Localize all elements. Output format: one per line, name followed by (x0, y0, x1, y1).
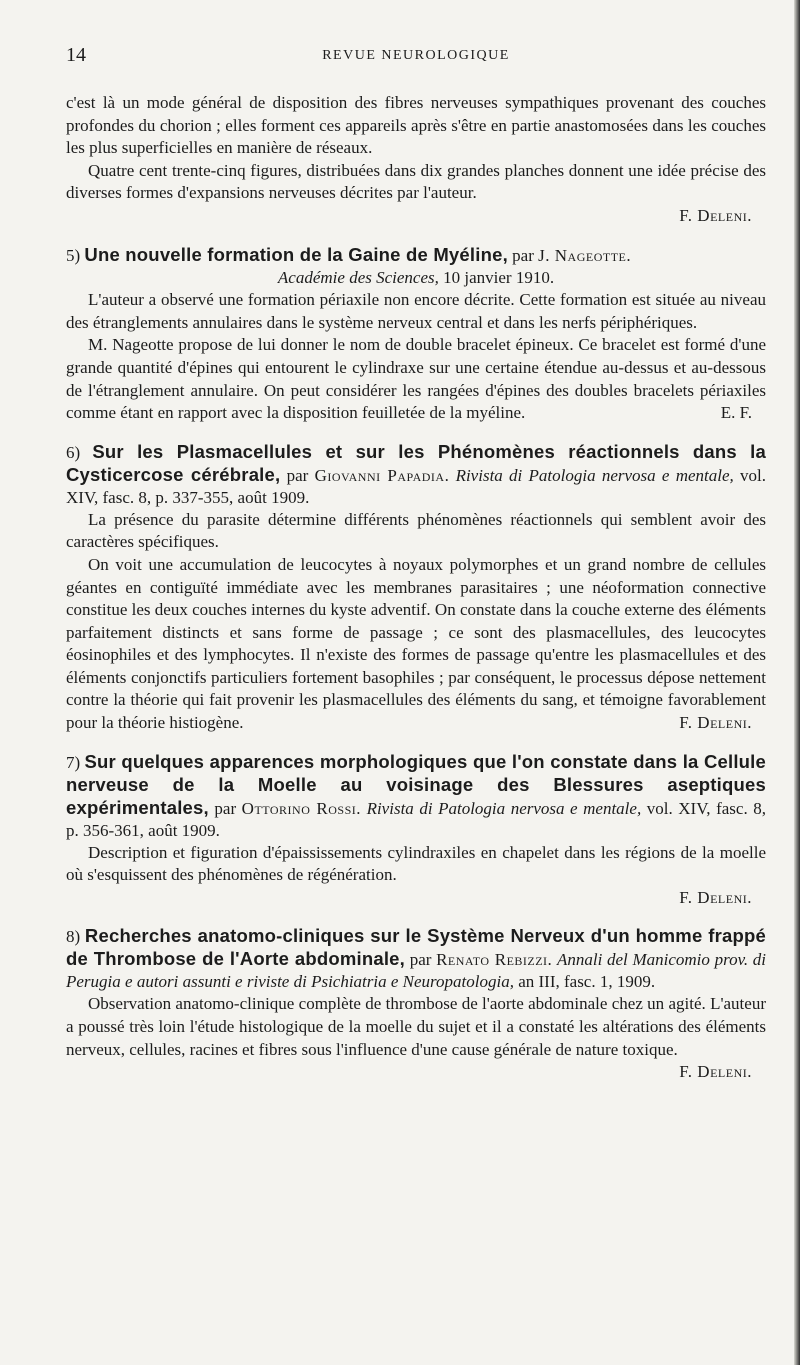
journal-title: REVUE NEUROLOGIQUE (322, 48, 510, 63)
entry-5-paragraph-1: L'auteur a observé une formation périaxile non encore décrite. Cette formation est située au niveau des étranglements annulaires dans le système nerveux central et dans les nerfs périphériques. (66, 290, 766, 332)
entry-7 (66, 751, 766, 910)
entry-number: 5) (66, 245, 81, 265)
entry-6-signature: F. Deleni. (679, 713, 752, 733)
entry-8-heading (66, 925, 766, 993)
entry-8 (66, 925, 767, 1082)
page-edge-shadow (794, 0, 800, 1365)
entry-number: 7) (66, 752, 81, 772)
intro-signature: F. Deleni. (679, 205, 752, 225)
entry-7-signature: F. Deleni. (679, 887, 752, 907)
entry-paragraph-text: M. Nageotte propose de lui donner le nom de double bracelet épineux. Ce bracelet est formé d'une grande quantité d'épines qui entourent le cylindraxe sur une certaine étendue au-dessus et au-dessous de l'étranglement annulaire. On peut considérer les rangées d'épines des doubles bracelets périaxiles comme étant en rapport avec la disposition feuilletée de la myéline. (66, 335, 766, 423)
entry-author: Giovanni Papadia. (314, 465, 450, 485)
entry-source: Annali del Manicomio prov. di Perugia e autori assunti e riviste di Psichiatria e Neuropatologia, (66, 950, 767, 992)
entry-date: 10 janvier 1910. (443, 267, 555, 287)
running-head (66, 44, 766, 70)
entry-title: Une nouvelle formation de la Gaine de Myéline, (84, 243, 508, 265)
entry-8-paragraph-1 (66, 993, 766, 1082)
entry-5-paragraph-2 (66, 334, 766, 424)
entry-author: Renato Rebizzi. (436, 950, 553, 970)
entry-8-signature: F. Deleni. (679, 1062, 752, 1082)
entry-author: Ottorino Rossi. (241, 798, 362, 818)
entry-5-signature: E. F. (720, 403, 752, 423)
entry-source: Académie des Sciences, (277, 267, 439, 287)
entry-by: par (409, 950, 432, 970)
page-number: 14 (66, 44, 86, 66)
entry-number: 8) (66, 927, 81, 947)
entry-by: par (512, 245, 534, 265)
entry-author: J. Nageotte. (538, 245, 632, 265)
entry-5 (66, 244, 766, 425)
entry-title: Sur quelques apparences morphologiques que l'on constate dans la Cellule nerveuse de la Moelle au voisinage des Blessures aseptiques expérimentales, (66, 750, 766, 818)
entry-details: vol. XIV, fasc. 8, p. 356-361, août 1909. (66, 798, 767, 840)
article-body (66, 92, 767, 1082)
entry-5-source (66, 267, 766, 290)
entry-7-paragraph-1: Description et figuration d'épaississements cylindraxiles en chapelet dans les régions de la moelle où s'esquissent des phénomènes de régénération. (66, 842, 766, 885)
entry-6-paragraph-2 (66, 554, 766, 735)
entry-title: Recherches anatomo-cliniques sur le Système Nerveux d'un homme frappé de Thrombose de l'Aorte abdominale, (66, 925, 766, 970)
entry-details: an III, fasc. 1, 1909. (518, 972, 656, 992)
entry-by: par (286, 465, 309, 485)
entry-7-heading (66, 751, 766, 842)
entry-title: Sur les Plasmacellules et sur les Phénomènes réactionnels dans la Cysticercose cérébrale, (66, 440, 767, 485)
intro-paragraph-2: Quatre cent trente-cinq figures, distribuées dans dix grandes planches donnent une idée précise des diverses formes d'expansions nerveuses décrites par l'auteur. (66, 160, 766, 203)
entry-paragraph-text: Observation anatomo-clinique complète de thrombose de l'aorte abdominale chez un agité. L'auteur a poussé très loin l'étude histologique de la moelle du sujet et il a constaté les altérations des éléments nerveux, cellules, racines et fibres sous l'influence d'une cause générale de nature toxique. (66, 994, 766, 1059)
entry-6 (66, 441, 766, 735)
entry-paragraph-text: On voit une accumulation de leucocytes à noyaux polymorphes et un grand nombre de cellules géantes en contiguïté immédiate avec les membranes parasitaires ; une néoformation connective constitue les deux couches internes du kyste adventif. On constate dans la couche externe des éléments parfaitement distincts et sans forme de passage ; ce sont des plasmacellules, des leucocytes éosinophiles et des lymphocytes. Il n'existe des formes de passage qu'entre les plasmacellules et des éléments conjonctifs particuliers fortement basophiles ; par conséquent, le processus dépose nettement contre la théorie qui fait provenir les plasmacellules des éléments du sang, et témoigne favorablement pour la théorie histiogène. (66, 554, 766, 733)
entry-6-heading (66, 441, 766, 509)
entry-by: par (214, 798, 237, 818)
entry-number: 6) (66, 442, 81, 462)
entry-details: vol. XIV, fasc. 8, p. 337-355, août 1909. (66, 465, 766, 507)
page (66, 44, 766, 1084)
entry-6-paragraph-1: La présence du parasite détermine différents phénomènes réactionnels qui semblent avoir des caractères spécifiques. (66, 509, 766, 552)
intro-paragraph-1: c'est là un mode général de disposition des fibres nerveuses sympathiques provenant des couches profondes du chorion ; elles forment ces appareils après s'être en partie anastomosées dans les couches les plus superficielles en manière de réseaux. (66, 93, 766, 158)
entry-source: Rivista di Patologia nervosa e mentale, (366, 798, 642, 818)
entry-source: Rivista di Patologia nervosa e mentale, (455, 465, 734, 485)
entry-5-heading (66, 244, 766, 267)
